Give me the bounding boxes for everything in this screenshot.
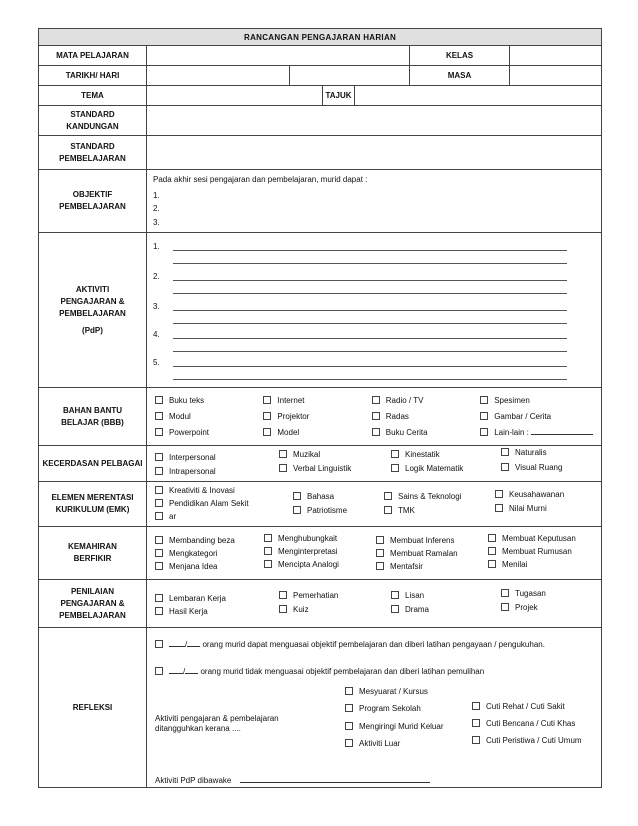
bbb-option[interactable]: Spesimen [480,396,593,405]
objektif-field[interactable] [147,170,602,233]
checkbox-icon [345,739,353,747]
kemahiran-option[interactable]: Membanding beza [155,536,235,546]
tema-label: TEMA [39,86,147,106]
total-field[interactable] [187,646,200,647]
kemahiran-option[interactable]: Membuat Keputusan [488,534,576,544]
objektif-item-2: 2. [153,204,160,213]
penilaian-option[interactable]: Drama [391,605,429,615]
objektif-label: OBJEKTIF PEMBELAJARAN [39,170,147,233]
standard-kandungan-label: STANDARD KANDUNGAN [39,106,147,136]
aktiviti-item-3: 3. [153,302,160,311]
total-field[interactable] [185,673,198,674]
penilaian-option[interactable]: Hasil Kerja [155,607,208,617]
checkbox-icon [372,428,380,436]
bbb-option[interactable]: Radio / TV [372,396,480,405]
emk-option[interactable]: TMK [384,506,415,516]
checkbox-icon [155,549,163,557]
checkbox-icon [501,463,509,471]
reason-option[interactable]: Aktiviti Luar [345,739,400,749]
bbb-option[interactable]: Buku teks [155,396,263,405]
kemahiran-option[interactable]: Membuat Inferens [376,536,454,546]
penilaian-options [147,580,602,628]
checkbox-icon [488,547,496,555]
aktiviti-line [173,263,567,264]
checkbox-icon [345,722,353,730]
penilaian-option[interactable]: Lisan [391,591,424,601]
checkbox-icon [480,396,488,404]
checkbox-icon [264,534,272,542]
aktiviti-line [173,366,567,367]
checkbox-icon [472,702,480,710]
kecerdasan-option[interactable]: Logik Matematik [391,464,463,474]
objektif-item-3: 3. [153,218,160,227]
aktiviti-field[interactable] [147,233,602,388]
checkbox-icon [279,591,287,599]
checkbox-icon [264,547,272,555]
aktiviti-item-1: 1. [153,242,160,251]
aktiviti-line [173,293,567,294]
objektif-intro: Pada akhir sesi pengajaran dan pembelajaran, murid dapat : [153,175,368,184]
checkbox-icon [376,562,384,570]
tema-field[interactable] [147,86,323,106]
kecerdasan-option[interactable]: Interpersonal [155,453,216,463]
postponed-label: ditangguhkan kerana .... [155,724,241,733]
aktiviti-line [173,310,567,311]
checkbox-icon[interactable] [155,667,163,675]
mata-pelajaran-label: MATA PELAJARAN [39,46,147,66]
kelas-label: KELAS [410,46,510,66]
checkbox-icon [279,450,287,458]
emk-option[interactable]: Bahasa [293,492,334,502]
penilaian-option[interactable]: Lembaran Kerja [155,594,226,604]
penilaian-option[interactable]: Kuiz [279,605,309,615]
emk-option[interactable]: Keusahawanan [495,490,564,500]
kecerdasan-option[interactable]: Intrapersonal [155,467,216,477]
checkbox-icon [384,506,392,514]
penilaian-option[interactable]: Pemerhatian [279,591,338,601]
checkbox-icon [495,504,503,512]
checkbox-icon [279,464,287,472]
aktiviti-label: AKTIVITI PENGAJARAN & PEMBELAJARAN (PdP) [39,233,147,388]
kemahiran-option[interactable]: Menjana Idea [155,562,217,572]
emk-option[interactable]: Sains & Teknologi [384,492,461,502]
emk-option-wrap: ar [155,512,176,522]
checkbox-icon [155,499,163,507]
bbb-option[interactable]: Model [263,428,371,437]
penilaian-label: PENILAIAN PENGAJARAN & PEMBELAJARAN [39,580,147,628]
kemahiran-option[interactable]: Membuat Rumusan [488,547,572,557]
emk-option[interactable]: Pendidikan Alam Sekit [155,499,249,509]
checkbox-icon [345,704,353,712]
checkbox-icon [391,591,399,599]
emk-label: ELEMEN MERENTASI KURIKULUM (EMK) [39,482,147,527]
reason-option[interactable]: Cuti Bencana / Cuti Khas [472,719,575,729]
checkbox-icon [155,412,163,420]
kecerdasan-option[interactable]: Visual Ruang [501,463,562,473]
checkbox-icon [495,490,503,498]
aktiviti-line [173,280,567,281]
bbb-option[interactable]: Projektor [263,412,371,421]
checkbox-icon [293,506,301,514]
refleksi-mastered-line: / orang murid dapat menguasai objektif pembelajaran dan diberi latihan pengayaan / pengukuhan. [155,640,545,650]
count-field[interactable] [169,673,183,674]
aktiviti-item-4: 4. [153,330,160,339]
checkbox-icon [155,536,163,544]
refleksi-field [147,628,602,788]
kemahiran-options [147,527,602,580]
kemahiran-option[interactable]: Menghubungkait [264,534,337,544]
page-title: RANCANGAN PENGAJARAN HARIAN [39,29,602,46]
checkbox-icon [501,448,509,456]
masa-label: MASA [410,66,510,86]
checkbox-icon [376,549,384,557]
aktiviti-line [173,250,567,251]
checkbox-icon [155,396,163,404]
reason-option[interactable]: Cuti Rehat / Cuti Sakit [472,702,565,712]
kecerdasan-option[interactable]: Muzikal [279,450,320,460]
checkbox-icon [488,560,496,568]
bbb-options [147,388,602,446]
checkbox-icon [480,428,488,436]
rph-table [38,28,602,788]
postponed-label: Aktiviti pengajaran & pembelajaran [155,714,279,723]
penilaian-option[interactable]: Tugasan [501,589,546,599]
reason-option[interactable]: Cuti Peristiwa / Cuti Umum [472,736,582,746]
masa-field[interactable] [510,66,602,86]
checkbox-icon [155,607,163,615]
checkbox-icon [155,512,163,520]
aktiviti-item-2: 2. [153,272,160,281]
checkbox-icon [293,492,301,500]
bbb-option[interactable]: Internet [263,396,371,405]
lain-lain-field[interactable] [531,434,593,435]
aktiviti-line [173,379,567,380]
standard-pembelajaran-field[interactable] [147,136,602,170]
kecerdasan-option[interactable]: Kinestatik [391,450,440,460]
refleksi-label: REFLEKSI [39,628,147,788]
tajuk-label: TAJUK [323,86,355,106]
kemahiran-option[interactable]: Mencipta Analogi [264,560,339,570]
refleksi-not-mastered-line: / orang murid tidak menguasai objektif pembelajaran dan diberi latihan pemulihan [155,667,484,677]
checkbox-icon [279,605,287,613]
checkbox-icon [155,453,163,461]
standard-pembelajaran-label: STANDARD PEMBELAJARAN [39,136,147,170]
kecerdasan-label: KECERDASAN PELBAGAI [39,446,147,482]
checkbox-icon [501,603,509,611]
bbb-option[interactable]: Radas [372,412,480,421]
checkbox-icon [263,396,271,404]
checkbox-icon [155,594,163,602]
emk-options [147,482,602,527]
checkbox-icon [391,464,399,472]
checkbox-icon [501,589,509,597]
aktiviti-line [173,351,567,352]
objektif-item-1: 1. [153,191,160,200]
kemahiran-option[interactable]: Mengkategori [155,549,217,559]
tajuk-field[interactable] [355,86,602,106]
bbb-label: BAHAN BANTU BELAJAR (BBB) [39,388,147,446]
checkbox-icon [372,396,380,404]
kemahiran-label: KEMAHIRAN BERFIKIR [39,527,147,580]
aktiviti-line [173,323,567,324]
bbb-option[interactable]: Powerpoint [155,428,263,437]
checkbox-icon [391,605,399,613]
kelas-field[interactable] [510,46,602,66]
count-field[interactable] [169,646,185,647]
checkbox-icon [263,412,271,420]
checkbox-icon [472,719,480,727]
emk-option[interactable]: Kreativiti & Inovasi [155,486,235,496]
bbb-option[interactable]: Lain-lain : [480,428,593,437]
checkbox-icon [263,428,271,436]
aktiviti-item-5: 5. [153,358,160,367]
checkbox-icon [155,562,163,570]
standard-kandungan-field[interactable] [147,106,602,136]
dibawa-field[interactable] [240,782,430,783]
kemahiran-option[interactable]: Menginterpretasi [264,547,338,557]
checkbox-icon [155,467,163,475]
reason-option[interactable]: Program Sekolah [345,704,421,714]
dibawa-line: Aktiviti PdP dibawake [155,776,430,786]
checkbox-icon [264,560,272,568]
reason-option[interactable]: Mengiringi Murid Keluar [345,722,443,732]
kecerdasan-option[interactable]: Verbal Linguistik [279,464,351,474]
checkbox-icon [488,534,496,542]
checkbox-icon [384,492,392,500]
penilaian-option[interactable]: Projek [501,603,538,613]
tarikh-hari-label: TARIKH/ HARI [39,66,147,86]
reason-option[interactable]: Mesyuarat / Kursus [345,687,428,697]
kecerdasan-option[interactable]: Naturalis [501,448,547,458]
emk-option[interactable]: Patriotisme [293,506,347,516]
emk-option[interactable]: Nilai Murni [495,504,547,514]
checkbox-icon [472,736,480,744]
mata-pelajaran-field[interactable] [147,46,410,66]
kemahiran-option[interactable]: Membuat Ramalan [376,549,458,559]
kecerdasan-options [147,446,602,482]
hari-field[interactable] [290,66,410,86]
checkbox-icon [155,428,163,436]
checkbox-icon [372,412,380,420]
checkbox-icon [155,486,163,494]
checkbox-icon[interactable] [155,640,163,648]
bbb-option[interactable]: Modul [155,412,263,421]
bbb-option[interactable]: Buku Cerita [372,428,480,437]
aktiviti-line [173,338,567,339]
checkbox-icon [480,412,488,420]
checkbox-icon [391,450,399,458]
tarikh-field[interactable] [147,66,290,86]
kemahiran-option[interactable]: Mentafsir [376,562,423,572]
checkbox-icon [376,536,384,544]
checkbox-icon [345,687,353,695]
kemahiran-option[interactable]: Menilai [488,560,527,570]
bbb-option[interactable]: Gambar / Cerita [480,412,593,421]
